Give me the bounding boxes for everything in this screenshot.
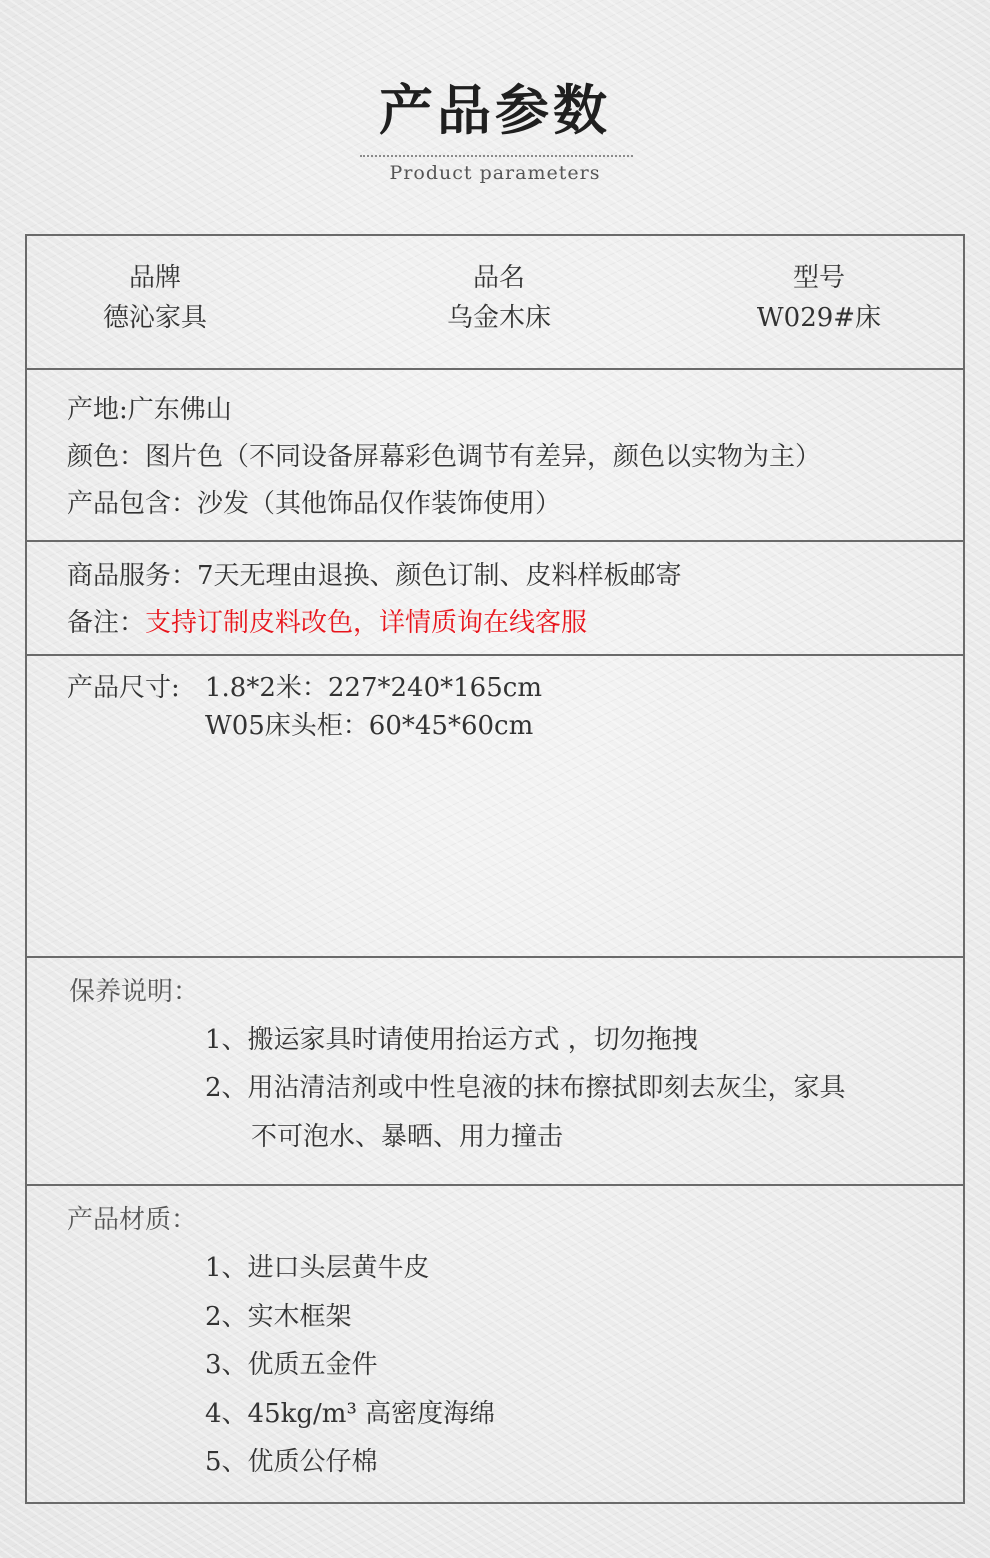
note-line	[67, 603, 587, 643]
product-name-label: 品名	[472, 263, 525, 293]
origin-color-row	[27, 370, 963, 542]
title-divider	[360, 155, 633, 157]
product-name-value: 乌金木床	[446, 303, 551, 333]
care-item-1: 1、搬运家具时请使用抬运方式 ，切勿拖拽	[205, 1025, 698, 1055]
basic-info-row	[27, 236, 963, 370]
color-text: 颜色：图片色（不同设备屏幕彩色调节有差异，颜色以实物为主）	[67, 442, 822, 472]
size-row	[27, 656, 963, 958]
origin-text: 产地:广东佛山	[67, 395, 232, 425]
page-title: 产品参数	[379, 79, 611, 142]
care-item-2-continued: 不可泡水、暴晒、用力撞击	[251, 1122, 564, 1152]
model-cell	[719, 258, 919, 338]
page-subtitle: Product parameters	[389, 162, 601, 184]
parameters-table	[25, 234, 965, 1504]
product-name-cell	[399, 258, 599, 338]
contents-text: 产品包含：沙发（其他饰品仅作装饰使用）	[67, 489, 562, 519]
service-text: 商品服务：7天无理由退换、颜色订制、皮料样板邮寄	[67, 561, 682, 591]
material-item: 5、优质公仔棉	[205, 1447, 378, 1477]
brand-label: 品牌	[128, 263, 181, 293]
care-label: 保养说明：	[69, 977, 200, 1007]
material-item: 3、优质五金件	[205, 1350, 378, 1380]
material-item: 1、进口头层黄牛皮	[205, 1253, 430, 1283]
model-label: 型号	[792, 263, 845, 293]
care-row	[27, 958, 963, 1186]
size-label: 产品尺寸:	[67, 673, 180, 703]
brand-value: 德沁家具	[102, 303, 207, 333]
material-item: 2、实木框架	[205, 1302, 352, 1332]
brand-cell	[55, 258, 255, 338]
material-row	[27, 1186, 963, 1502]
material-item: 4、45kg/m³ 高密度海绵	[205, 1399, 496, 1429]
material-label: 产品材质：	[67, 1205, 198, 1235]
note-value: 支持订制皮料改色，详情质询在线客服	[145, 608, 588, 638]
model-value: W029#床	[756, 303, 882, 333]
note-label: 备注：	[67, 608, 146, 638]
care-item-2: 2、用沾清洁剂或中性皂液的抹布擦拭即刻去灰尘，家具	[205, 1073, 846, 1103]
size-line-2: W05床头柜：60*45*60cm	[205, 711, 534, 741]
service-row	[27, 542, 963, 656]
size-line-1: 1.8*2米：227*240*165cm	[205, 673, 542, 703]
